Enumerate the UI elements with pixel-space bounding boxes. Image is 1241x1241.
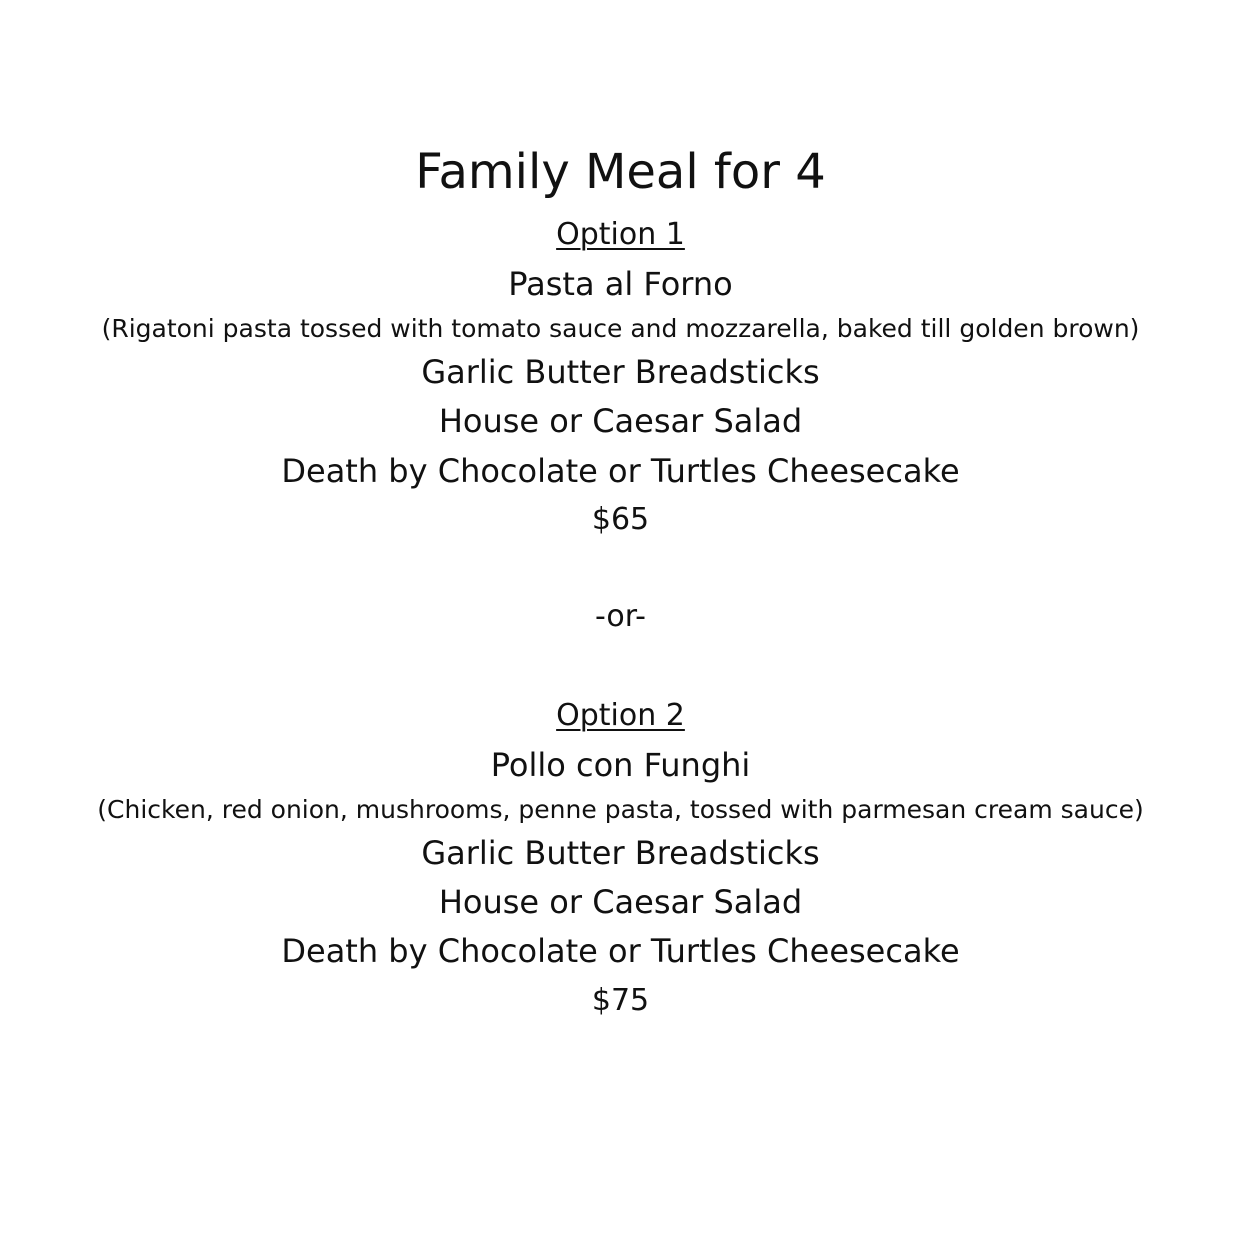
option-2-price: $75 <box>591 983 650 1018</box>
option-2-item-dessert: Death by Chocolate or Turtles Cheesecake <box>281 932 960 970</box>
option-1-price: $65 <box>591 502 650 537</box>
option-1-item-breadsticks: Garlic Butter Breadsticks <box>421 353 820 391</box>
option-2-item-breadsticks: Garlic Butter Breadsticks <box>421 834 820 872</box>
option-2-dish-name: Pollo con Funghi <box>490 746 751 784</box>
option-2-heading: Option 2 <box>556 698 685 733</box>
option-2-item-salad: House or Caesar Salad <box>438 883 803 921</box>
option-2-dish-description: (Chicken, red onion, mushrooms, penne pasta, tossed with parmesan cream sauce) <box>97 795 1144 824</box>
option-1-dish-description: (Rigatoni pasta tossed with tomato sauce and mozzarella, baked till golden brown) <box>101 314 1140 343</box>
option-1-heading: Option 1 <box>556 217 685 252</box>
option-1-item-salad: House or Caesar Salad <box>438 402 803 440</box>
option-1-dish-name: Pasta al Forno <box>508 265 733 303</box>
or-separator: -or- <box>595 599 646 634</box>
menu-title: Family Meal for 4 <box>415 144 826 200</box>
option-1-item-dessert: Death by Chocolate or Turtles Cheesecake <box>281 452 960 490</box>
